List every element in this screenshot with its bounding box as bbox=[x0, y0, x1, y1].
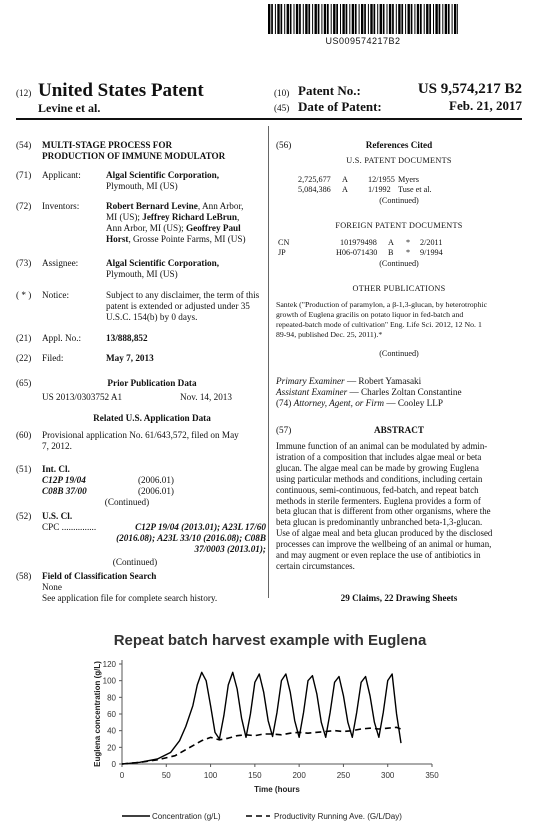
code-72: (72) bbox=[16, 201, 32, 211]
filed-label: Filed: bbox=[42, 353, 64, 363]
doc-date: 12/1955 bbox=[368, 175, 395, 184]
abstract-line: beta glucan is predominantly unbranched beta-1,3-glucan. bbox=[276, 517, 483, 528]
us-docs-continued: (Continued) bbox=[379, 196, 419, 205]
abstract-heading: ABSTRACT bbox=[373, 425, 425, 435]
barcode-bar bbox=[303, 4, 304, 34]
appl-no: 13/888,852 bbox=[106, 333, 148, 343]
barcode-bar bbox=[312, 4, 313, 34]
euglena-chart bbox=[0, 650, 540, 830]
legend-label-concentration: Concentration (g/L) bbox=[152, 812, 221, 821]
notice-line: Subject to any disclaimer, the term of this bbox=[106, 290, 260, 300]
us-docs-list bbox=[298, 175, 518, 195]
code-60: (60) bbox=[16, 430, 32, 440]
us-cl-label: U.S. Cl. bbox=[42, 511, 73, 521]
inventor-name: Robert Bernard Levine bbox=[106, 201, 198, 211]
doc-kind: A bbox=[342, 185, 348, 194]
barcode-bar bbox=[364, 4, 366, 34]
barcode-bar bbox=[383, 4, 385, 34]
header-rule bbox=[16, 118, 522, 120]
barcode-bar bbox=[445, 4, 447, 34]
code-notice: ( * ) bbox=[16, 290, 32, 300]
barcode-bar bbox=[308, 4, 310, 34]
code-54: (54) bbox=[16, 140, 32, 150]
invention-title-line1: MULTI-STAGE PROCESS FOR bbox=[42, 140, 173, 150]
other-publications-text bbox=[276, 300, 522, 340]
barcode-bar bbox=[340, 4, 341, 34]
inventors-line1 bbox=[106, 201, 266, 212]
cpc-line: (2016.08); A23L 33/10 (2016.08); C08B bbox=[116, 533, 266, 543]
barcode-bar bbox=[321, 4, 322, 34]
chart-title: Repeat batch harvest example with Euglena bbox=[113, 632, 427, 649]
notice-label: Notice: bbox=[42, 290, 70, 300]
abstract-line: and may augment or even replace the use of antibiotics in bbox=[276, 550, 481, 561]
claims-count: 29 Claims, 22 Drawing Sheets bbox=[340, 593, 458, 603]
barcode-bar bbox=[294, 4, 295, 34]
doc-date: 9/1994 bbox=[420, 248, 443, 257]
barcode-bar bbox=[336, 4, 338, 34]
applicant-label: Applicant: bbox=[42, 170, 81, 180]
attorney-name: — Cooley LLP bbox=[384, 398, 443, 408]
other-publications-heading: OTHER PUBLICATIONS bbox=[352, 284, 446, 293]
barcode-bar bbox=[405, 4, 406, 34]
barcode-bar bbox=[349, 4, 350, 34]
foreign-docs-list bbox=[278, 238, 518, 258]
barcode-bar bbox=[352, 4, 354, 34]
abstract-line: methods in sterile fermenters. Euglena provides a form of bbox=[276, 495, 481, 506]
inventors-label: Inventors: bbox=[42, 201, 80, 211]
int-cl-version: (2006.01) bbox=[138, 475, 174, 485]
field-search-see: See application file for complete search history. bbox=[42, 593, 218, 603]
inventors-short: Levine et al. bbox=[38, 101, 101, 115]
barcode-bar bbox=[398, 4, 400, 34]
foreign-docs-continued: (Continued) bbox=[379, 259, 419, 268]
x-tick-label: 150 bbox=[248, 771, 262, 780]
barcode-bar bbox=[271, 4, 273, 34]
barcode-bar bbox=[392, 4, 394, 34]
x-tick-label: 100 bbox=[203, 771, 218, 780]
prior-publication-number: US 2013/0303752 A1 bbox=[42, 392, 123, 402]
doc-date: 1/1992 bbox=[368, 185, 391, 194]
code-10: (10) bbox=[274, 88, 290, 98]
date-label: Date of Patent: bbox=[298, 99, 382, 114]
x-tick-label: 300 bbox=[381, 771, 395, 780]
document-title: United States Patent bbox=[38, 80, 204, 101]
barcode-bar bbox=[387, 4, 388, 34]
patent-no-label: Patent No.: bbox=[298, 83, 361, 98]
x-axis-label: Time (hours bbox=[254, 785, 300, 794]
attorney-label: Attorney, Agent, or Firm bbox=[293, 398, 385, 408]
doc-kind: B bbox=[388, 248, 394, 257]
abstract-line: using particular methods and conditions, including certain bbox=[276, 473, 483, 484]
doc-kind: A bbox=[342, 175, 348, 184]
assistant-examiner-name: — Charles Zoltan Constantine bbox=[347, 387, 462, 397]
abstract-line: istration of a composition that includes algae meal or beta bbox=[276, 451, 482, 462]
code-45: (45) bbox=[274, 103, 290, 113]
inventor-place: MI (US); bbox=[106, 212, 143, 222]
code-52: (52) bbox=[16, 511, 32, 521]
other-pub-line: Santek ("Production of paramylon, a β-1,3-glucan, by heterotrophic bbox=[276, 300, 488, 309]
barcode-bar bbox=[368, 4, 369, 34]
barcode-bar bbox=[401, 4, 403, 34]
applicant-place: Plymouth, MI (US) bbox=[106, 181, 178, 191]
patent-number: US 9,574,217 B2 bbox=[417, 81, 522, 97]
inventor-place: , Grosse Pointe Farms, MI (US) bbox=[128, 234, 246, 244]
barcode-bar bbox=[355, 4, 357, 34]
patent-date: Feb. 21, 2017 bbox=[449, 98, 522, 113]
barcode-bar bbox=[277, 4, 279, 34]
us-doc-row bbox=[298, 175, 518, 185]
code-21: (21) bbox=[16, 333, 32, 343]
assignee-place: Plymouth, MI (US) bbox=[106, 269, 178, 279]
barcode-bar bbox=[408, 4, 410, 34]
barcode-bar bbox=[318, 4, 320, 34]
x-tick-label: 50 bbox=[161, 771, 171, 780]
x-tick-label: 0 bbox=[119, 771, 125, 780]
inventor-place: , Ann Arbor, bbox=[197, 201, 244, 211]
y-tick-label: 80 bbox=[107, 693, 116, 703]
barcode-bar bbox=[333, 4, 335, 34]
barcode-bar bbox=[324, 4, 326, 34]
attorney-code: (74) bbox=[276, 398, 292, 408]
inventor-name: Jeffrey Richard LeBrun bbox=[142, 212, 238, 222]
assignee-label: Assignee: bbox=[42, 258, 79, 268]
barcode-bar bbox=[290, 4, 292, 34]
y-axis-label: Euglena concentration (g/L) bbox=[93, 661, 102, 767]
barcode-bar bbox=[287, 4, 289, 34]
barcode-bar bbox=[342, 4, 344, 34]
barcode-bar bbox=[389, 4, 391, 34]
barcode-bar bbox=[359, 4, 360, 34]
other-pub-line: 89-94, published Dec. 25, 2011).* bbox=[276, 330, 383, 339]
barcode-bar bbox=[281, 4, 283, 34]
appl-no-label: Appl. No.: bbox=[42, 333, 82, 343]
related-heading: Related U.S. Application Data bbox=[93, 413, 211, 423]
other-publications-continued: (Continued) bbox=[379, 349, 419, 358]
filed-date: May 7, 2013 bbox=[106, 353, 154, 363]
int-cl-class: C12P 19/04 bbox=[42, 475, 86, 485]
doc-name: Myers bbox=[398, 175, 419, 184]
barcode-bar bbox=[457, 4, 458, 34]
barcode-bar bbox=[380, 4, 382, 34]
barcode-bar bbox=[315, 4, 317, 34]
attorney bbox=[276, 398, 443, 409]
abstract-line: continuous, semi-continuous, fed-batch, and repeat batch bbox=[276, 484, 479, 495]
abstract-text bbox=[276, 441, 522, 572]
barcode-bar bbox=[411, 4, 413, 34]
cpc-line: 37/0003 (2013.01); bbox=[194, 544, 266, 554]
barcode-bar bbox=[346, 4, 348, 34]
barcode-bar bbox=[439, 4, 441, 34]
barcode-bar bbox=[433, 4, 434, 34]
provisional-line1: Provisional application No. 61/643,572, filed on May bbox=[42, 430, 239, 440]
column-divider bbox=[268, 126, 269, 598]
barcode-bar bbox=[327, 4, 329, 34]
barcode-bar bbox=[268, 4, 270, 34]
barcode-bar bbox=[299, 4, 301, 34]
inventors-line3 bbox=[106, 223, 266, 234]
y-tick-label: 20 bbox=[107, 743, 116, 753]
code-56: (56) bbox=[276, 140, 292, 150]
int-cl-continued: (Continued) bbox=[104, 497, 150, 507]
barcode-bar bbox=[448, 4, 450, 34]
y-tick-label: 40 bbox=[107, 726, 116, 736]
inventor-name: Geoffrey Paul bbox=[186, 223, 241, 233]
int-cl-label: Int. Cl. bbox=[42, 464, 70, 474]
y-tick-label: 100 bbox=[102, 676, 116, 686]
provisional-line2: 7, 2012. bbox=[42, 441, 72, 451]
code-57: (57) bbox=[276, 425, 292, 435]
doc-country: CN bbox=[278, 238, 290, 247]
barcode-bar bbox=[370, 4, 372, 34]
prior-publication-heading: Prior Publication Data bbox=[107, 378, 197, 388]
y-tick-label: 120 bbox=[102, 660, 116, 669]
applicant-name: Algal Scientific Corporation, bbox=[106, 170, 220, 180]
inventor-name: Horst bbox=[106, 234, 129, 244]
doc-country: JP bbox=[278, 248, 286, 257]
assistant-examiner bbox=[276, 387, 462, 398]
invention-title bbox=[42, 140, 262, 162]
barcode-bar bbox=[442, 4, 443, 34]
abstract-line: Immune function of an animal can be modulated by admin- bbox=[276, 441, 488, 451]
us-docs-heading: U.S. PATENT DOCUMENTS bbox=[346, 156, 452, 165]
barcode-bar bbox=[377, 4, 378, 34]
barcode-bar bbox=[374, 4, 376, 34]
cpc-dots: ............... bbox=[59, 522, 97, 532]
primary-examiner-label: Primary Examiner bbox=[276, 376, 345, 386]
foreign-docs-heading: FOREIGN PATENT DOCUMENTS bbox=[335, 221, 463, 230]
barcode-bar bbox=[396, 4, 397, 34]
barcode-bar bbox=[275, 4, 276, 34]
cpc-line: C12P 19/04 (2013.01); A23L 17/60 bbox=[135, 522, 266, 532]
cpc-text: CPC bbox=[42, 522, 60, 532]
inventor-place: , bbox=[237, 212, 240, 222]
assignee bbox=[106, 258, 266, 280]
barcode bbox=[268, 4, 458, 34]
references-heading: References Cited bbox=[365, 140, 433, 150]
barcode-bar bbox=[417, 4, 419, 34]
barcode-bar bbox=[452, 4, 453, 34]
doc-number: 101979498 bbox=[340, 238, 377, 247]
code-22: (22) bbox=[16, 353, 32, 363]
prior-publication-date: Nov. 14, 2013 bbox=[180, 392, 232, 402]
invention-title-line2: PRODUCTION OF IMMUNE MODULATOR bbox=[42, 151, 226, 161]
other-pub-line: growth of Euglena gracilis on potato liquor in fed-batch and bbox=[276, 310, 464, 319]
barcode-bar bbox=[424, 4, 425, 34]
abstract-line: Use of algae meal and beta glucan produced by the disclosed bbox=[276, 528, 493, 539]
primary-examiner-name: — Robert Yamasaki bbox=[344, 376, 422, 386]
doc-number: 5,084,386 bbox=[298, 185, 331, 194]
code-58: (58) bbox=[16, 571, 32, 581]
barcode-bar bbox=[361, 4, 363, 34]
int-cl-version: (2006.01) bbox=[138, 486, 174, 496]
cpc-label bbox=[42, 522, 96, 533]
barcode-bar bbox=[331, 4, 332, 34]
legend-label-productivity: Productivity Running Ave. (G/L/Day) bbox=[274, 812, 402, 821]
barcode-bar bbox=[284, 4, 285, 34]
int-cl-class: C08B 37/00 bbox=[42, 486, 87, 496]
us-cl-continued: (Continued) bbox=[112, 557, 158, 567]
doc-star: * bbox=[406, 238, 411, 247]
series-line-2 bbox=[122, 727, 401, 764]
assignee-name: Algal Scientific Corporation, bbox=[106, 258, 220, 268]
provisional bbox=[42, 430, 267, 452]
abstract-line: glucan. The algae meal can be made by growing Euglena bbox=[276, 462, 479, 473]
doc-number: H06-071430 bbox=[336, 248, 378, 257]
doc-date: 2/2011 bbox=[420, 238, 443, 247]
x-tick-label: 250 bbox=[336, 771, 351, 780]
barcode-bar bbox=[414, 4, 415, 34]
doc-kind: A bbox=[388, 238, 394, 247]
code-71: (71) bbox=[16, 170, 32, 180]
notice-line: patent is extended or adjusted under 35 bbox=[106, 301, 250, 311]
field-search-label: Field of Classification Search bbox=[42, 571, 157, 581]
code-12: (12) bbox=[16, 88, 32, 98]
series-line-1 bbox=[122, 672, 401, 764]
barcode-bar bbox=[435, 4, 437, 34]
code-51: (51) bbox=[16, 464, 32, 474]
doc-star: * bbox=[406, 248, 411, 257]
primary-examiner bbox=[276, 376, 421, 387]
abstract-line: beta glucan that is different from other organisms, where the bbox=[276, 506, 491, 517]
x-tick-label: 350 bbox=[425, 771, 439, 780]
notice-line: U.S.C. 154(b) by 0 days. bbox=[106, 312, 198, 322]
field-search-none: None bbox=[42, 582, 62, 592]
barcode-bar bbox=[296, 4, 298, 34]
code-73: (73) bbox=[16, 258, 32, 268]
doc-number: 2,725,677 bbox=[298, 175, 331, 184]
x-tick-label: 200 bbox=[292, 771, 306, 780]
foreign-doc-row bbox=[278, 238, 518, 248]
barcode-bar bbox=[305, 4, 307, 34]
y-tick-label: 60 bbox=[107, 710, 116, 719]
code-65: (65) bbox=[16, 378, 32, 388]
inventors-line2 bbox=[106, 212, 266, 223]
barcode-bar bbox=[454, 4, 456, 34]
us-doc-row bbox=[298, 185, 518, 195]
inventors-line4 bbox=[106, 234, 266, 245]
assistant-examiner-label: Assistant Examiner bbox=[276, 387, 348, 397]
inventors-list bbox=[106, 201, 266, 245]
barcode-bar bbox=[426, 4, 428, 34]
barcode-bar bbox=[420, 4, 422, 34]
notice-text bbox=[106, 290, 262, 323]
abstract-line: certain circumstances. bbox=[276, 560, 355, 571]
doc-name: Tuse et al. bbox=[398, 185, 432, 194]
foreign-doc-row bbox=[278, 248, 518, 258]
y-tick-label: 0 bbox=[111, 760, 116, 769]
inventor-place: Ann Arbor, MI (US); bbox=[106, 223, 187, 233]
publication-number: US009574217B2 bbox=[325, 36, 401, 46]
abstract-line: processes can improve the wellbeing of an animal or human, bbox=[276, 539, 492, 550]
applicant bbox=[106, 170, 266, 192]
other-pub-line: repeated-batch mode of cultivation" Eng. Life Sci. 2012, 12 No. 1 bbox=[276, 320, 482, 329]
barcode-bar bbox=[429, 4, 431, 34]
